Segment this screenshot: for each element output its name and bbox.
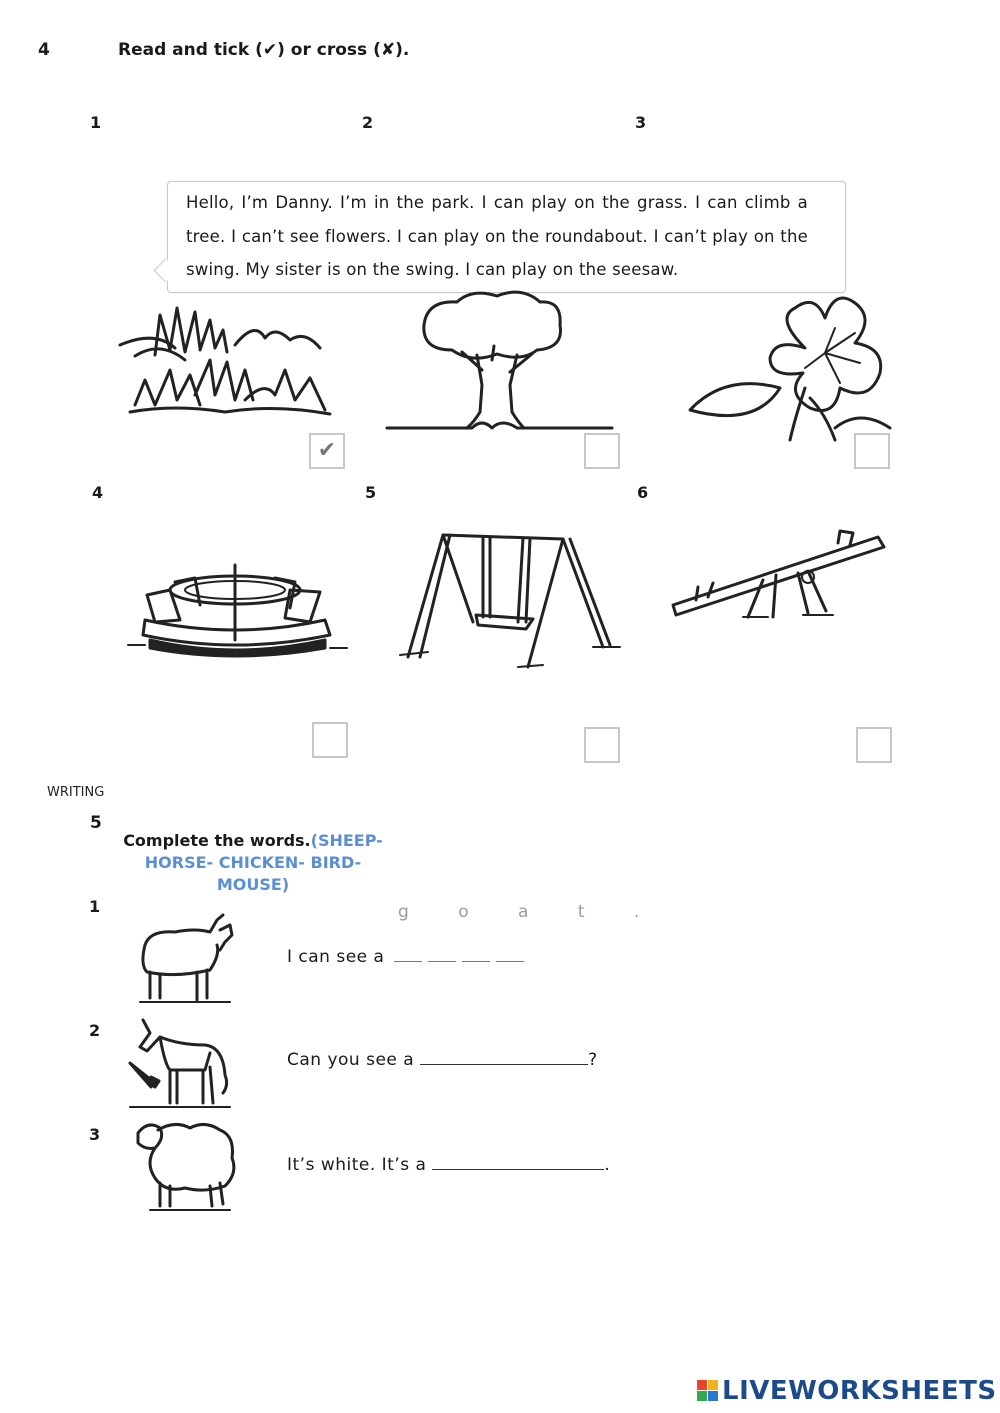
item-number: 3 [89,1125,101,1144]
writing-label: WRITING [47,785,105,800]
item-number: 5 [365,483,377,502]
item-number: 3 [635,113,647,132]
item-number: 1 [89,897,101,916]
tick-box[interactable] [584,433,620,469]
liveworksheets-logo-icon [697,1380,719,1402]
item-number: 6 [637,483,649,502]
sentence [287,1155,610,1175]
flower-image [685,288,895,443]
word-bank: (SHEEP- HORSE- CHICKEN- BIRD- MOUSE) [144,831,383,894]
sentence-end: ? [588,1050,598,1070]
item-number: 4 [92,483,104,502]
section-instruction [118,830,388,896]
answer-blank[interactable] [420,1064,588,1065]
section-number: 4 [38,40,50,60]
item-number: 1 [90,113,102,132]
item-number: 2 [362,113,374,132]
sentence [287,947,530,967]
tick-box[interactable]: ✔ [309,433,345,469]
section-number: 5 [90,813,102,833]
grass-image [115,300,335,420]
tree-image [382,290,617,435]
tick-box[interactable] [312,722,348,758]
letter-blanks[interactable] [394,947,530,967]
sentence-text: Can you see a [287,1050,415,1070]
section-instruction: Read and tick (✔) or cross (✘). [118,40,410,60]
tick-box[interactable] [856,727,892,763]
logo-text: LIVEWORKSHEETS [722,1376,997,1406]
tick-box[interactable] [584,727,620,763]
tick-box[interactable] [854,433,890,469]
instruction-text: Complete the words. [123,831,311,850]
sheep-image [130,1118,240,1213]
roundabout-image [125,560,350,665]
item-number: 2 [89,1021,101,1040]
sentence-text: I can see a [287,947,385,967]
answer-hint: g o a t . [398,902,662,922]
sentence-end: . [604,1155,611,1175]
liveworksheets-logo[interactable] [697,1376,997,1406]
swing-image [398,527,623,672]
sentence [287,1050,598,1070]
story-text: Hello, I’m Danny. I’m in the park. I can play on the grass. I can climb a tree. I can’t see flowers. I can play on the roundabout. I can’t play on the swing. My sister is on the swing. I can play on the seesaw. [186,193,808,279]
sentence-text: It’s white. It’s a [287,1155,427,1175]
horse-image [125,1015,235,1110]
seesaw-image [668,525,888,625]
answer-blank[interactable] [432,1169,604,1170]
goat-image [135,910,235,1005]
